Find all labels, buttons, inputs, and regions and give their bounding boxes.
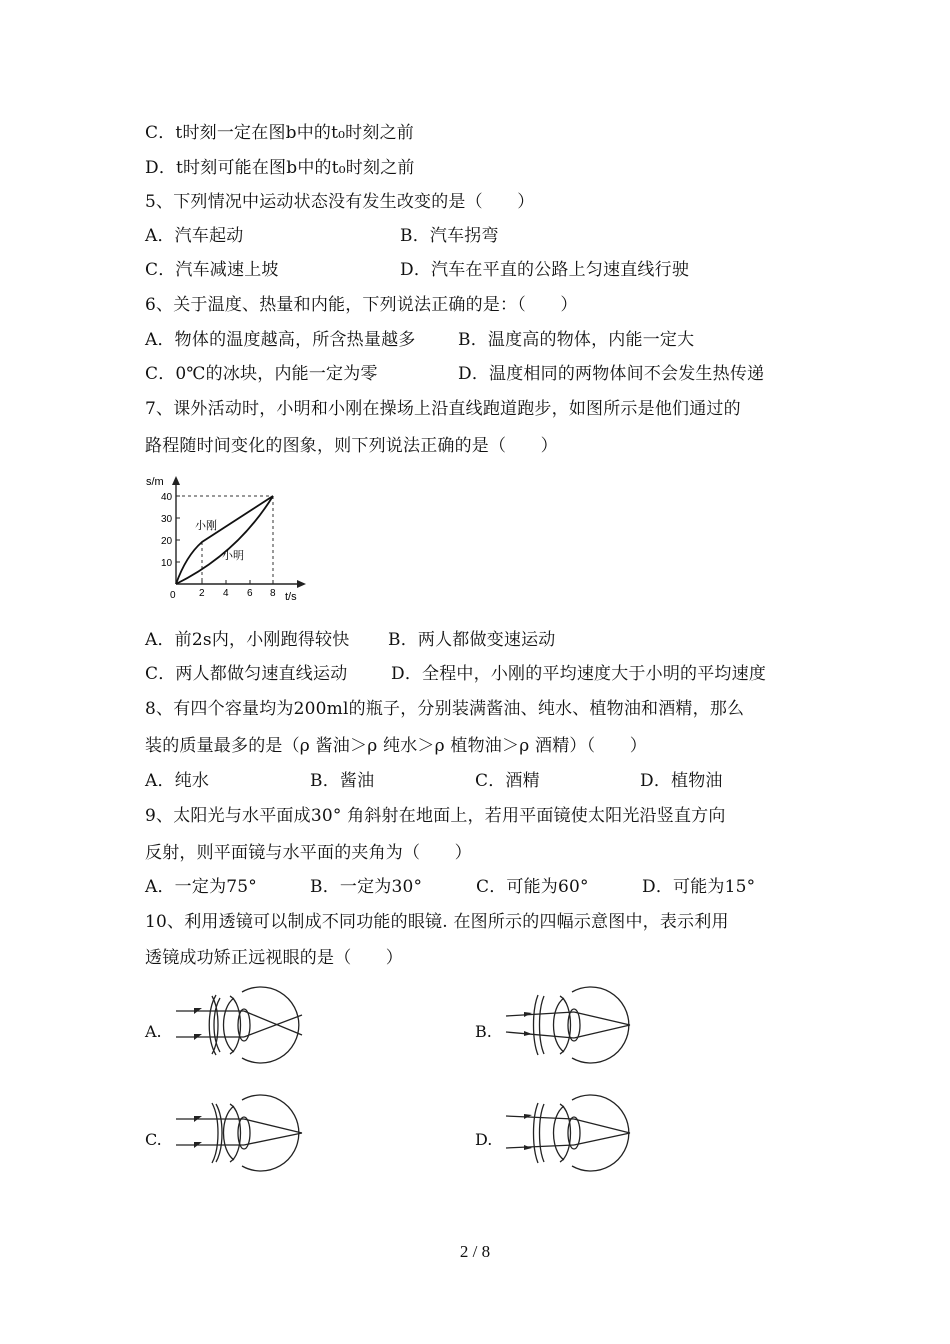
question-8-stem-line1: 8、有四个容量均为200ml的瓶子，分别装满酱油、纯水、植物油和酒精，那么: [145, 699, 745, 719]
question-10-stem-line2: 透镜成功矫正远视眼的是（ ）: [145, 948, 403, 968]
question-8-stem-line2: 装的质量最多的是（ρ 酱油＞ρ 纯水＞ρ 植物油＞ρ 酒精）（ ）: [145, 736, 647, 756]
question-10-stem-line1: 10、利用透镜可以制成不同功能的眼镜. 在图所示的四幅示意图中，表示利用: [145, 912, 729, 932]
graph-xtick-2: 2: [199, 588, 205, 599]
eye-option-d-label: D.: [475, 1130, 493, 1149]
q9-option-a: A．一定为75°: [145, 877, 258, 897]
q7-option-d: D．全程中，小刚的平均速度大于小明的平均速度: [391, 664, 767, 684]
graph-ytick-40: 40: [161, 492, 173, 503]
q8-option-b: B．酱油: [310, 771, 375, 791]
eye-option-a-label: A.: [145, 1022, 162, 1041]
eye-option-b-label: B.: [475, 1022, 492, 1041]
q6-option-d: D．温度相同的两物体间不会发生热传递: [458, 364, 765, 384]
q5-option-a: A．汽车起动: [145, 226, 244, 246]
eye-diagram-c: [172, 1090, 322, 1175]
question-6-stem: 6、关于温度、热量和内能，下列说法正确的是：（ ）: [145, 295, 578, 315]
eye-diagram-a: [172, 982, 322, 1067]
q7-option-c: C．两人都做匀速直线运动: [145, 664, 348, 684]
line-q4-option-d: D．t时刻可能在图b中的t₀时刻之前: [145, 158, 415, 178]
q6-option-c: C．0℃的冰块，内能一定为零: [145, 364, 378, 384]
question-5-stem: 5、下列情况中运动状态没有发生改变的是（ ）: [145, 192, 535, 212]
q9-option-b: B．一定为30°: [310, 877, 423, 897]
graph-xtick-6: 6: [247, 588, 253, 599]
question-9-stem-line1: 9、太阳光与水平面成30° 角斜射在地面上，若用平面镜使太阳光沿竖直方向: [145, 806, 726, 826]
graph-origin: 0: [170, 590, 176, 601]
q7-option-a: A．前2s内，小刚跑得较快: [145, 630, 350, 650]
label-xiaoming: 小明: [222, 550, 244, 562]
graph-ytick-20: 20: [161, 536, 173, 547]
q9-option-d: D．可能为15°: [642, 877, 756, 897]
q8-option-c: C．酒精: [475, 771, 540, 791]
graph-ylabel: s/m: [146, 476, 164, 488]
q8-option-d: D．植物油: [640, 771, 723, 791]
page-number: 2 / 8: [459, 1242, 491, 1261]
graph-xtick-8: 8: [270, 588, 276, 599]
q8-option-a: A．纯水: [145, 771, 210, 791]
eye-diagram-b: [502, 982, 652, 1067]
eye-option-c-label: C.: [145, 1130, 162, 1149]
graph-ytick-30: 30: [161, 514, 173, 525]
q6-option-b: B．温度高的物体，内能一定大: [458, 330, 695, 350]
question-9-stem-line2: 反射，则平面镜与水平面的夹角为（ ）: [145, 843, 472, 863]
q7-option-b: B．两人都做变速运动: [388, 630, 556, 650]
graph-ytick-10: 10: [161, 558, 173, 569]
question-7-stem-line2: 路程随时间变化的图象，则下列说法正确的是（ ）: [145, 436, 558, 456]
q5-option-c: C．汽车减速上坡: [145, 260, 279, 280]
line-q4-option-c: C．t时刻一定在图b中的t₀时刻之前: [145, 123, 414, 143]
xiaogang-curve: [176, 496, 273, 584]
q6-option-a: A．物体的温度越高，所含热量越多: [145, 330, 416, 350]
label-xiaogang: 小刚: [195, 520, 217, 532]
question-7-stem-line1: 7、课外活动时，小明和小刚在操场上沿直线跑道跑步，如图所示是他们通过的: [145, 399, 741, 419]
distance-time-graph: [142, 472, 312, 607]
xiaoming-curve: [176, 496, 273, 584]
q5-option-d: D．汽车在平直的公路上匀速直线行驶: [400, 260, 690, 280]
q9-option-c: C．可能为60°: [476, 877, 589, 897]
graph-xtick-4: 4: [223, 588, 229, 599]
eye-diagram-d: [502, 1090, 652, 1175]
q5-option-b: B．汽车拐弯: [400, 226, 499, 246]
graph-xlabel: t/s: [285, 591, 297, 603]
